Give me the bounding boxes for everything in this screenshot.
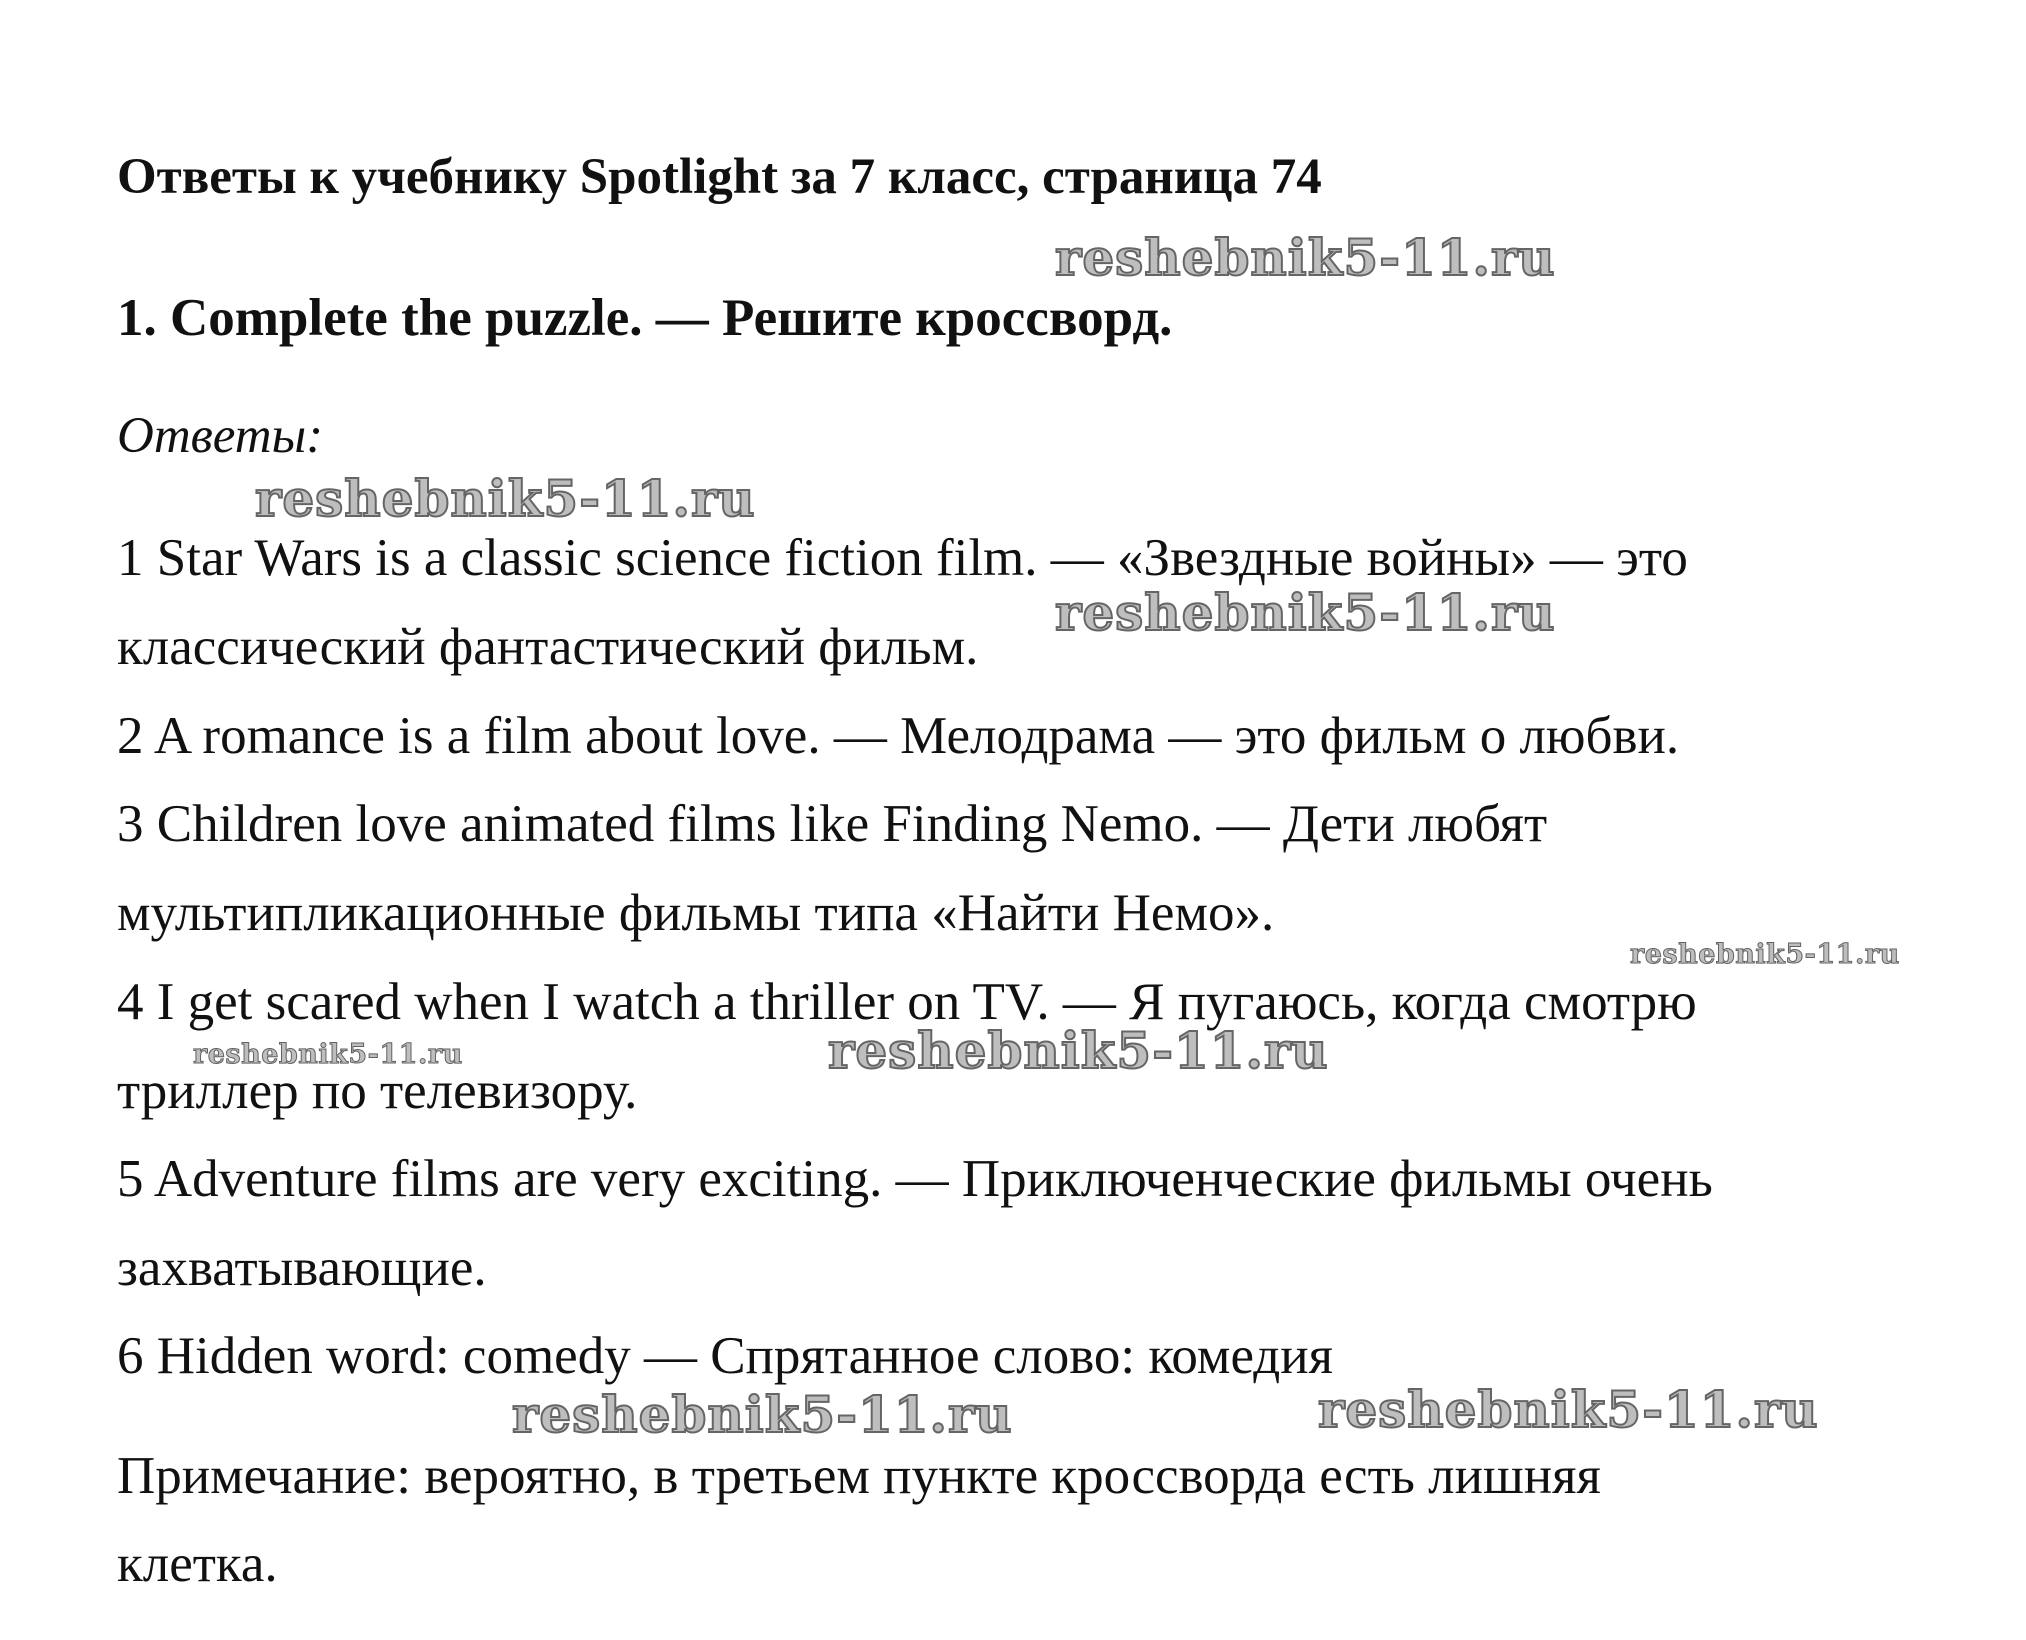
task-heading: 1. Complete the puzzle. — Решите кроссворд. [117, 289, 1173, 347]
note-line-b: клетка. [117, 1535, 278, 1593]
watermark: reshebnik5-11.ru [512, 1385, 1013, 1444]
watermark: reshebnik5-11.ru [1055, 583, 1556, 642]
answer-line-5b: захватывающие. [117, 1239, 487, 1297]
answer-line-4b: триллер по телевизору. [117, 1062, 638, 1120]
answer-line-6: 6 Hidden word: comedy — Спрятанное слово: комедия [117, 1327, 1333, 1385]
answers-label: Ответы: [117, 408, 324, 464]
answer-line-3a: 3 Children love animated films like Finding Nemo. — Дети любят [117, 795, 1548, 853]
watermark: reshebnik5-11.ru [1055, 228, 1556, 287]
watermark: reshebnik5-11.ru [1630, 939, 1900, 970]
answer-line-4a: 4 I get scared when I watch a thriller on TV. — Я пугаюсь, когда смотрю [117, 973, 1697, 1031]
watermark: reshebnik5-11.ru [255, 469, 756, 528]
watermark: reshebnik5-11.ru [828, 1021, 1329, 1080]
answer-line-2: 2 A romance is a film about love. — Мелодрама — это фильм о любви. [117, 707, 1680, 765]
watermark: reshebnik5-11.ru [193, 1039, 463, 1070]
answer-line-3b: мультипликационные фильмы типа «Найти Немо». [117, 884, 1275, 942]
note-line-a: Примечание: вероятно, в третьем пункте кроссворда есть лишняя [117, 1447, 1601, 1505]
answer-line-1b: классический фантастический фильм. [117, 618, 979, 676]
answer-line-5a: 5 Adventure films are very exciting. — Приключенческие фильмы очень [117, 1150, 1713, 1208]
answer-line-1a: 1 Star Wars is a classic science fiction film. — «Звездные войны» — это [117, 529, 1688, 587]
page-title: Ответы к учебнику Spotlight за 7 класс, страница 74 [117, 149, 1322, 205]
watermark: reshebnik5-11.ru [1318, 1380, 1819, 1439]
